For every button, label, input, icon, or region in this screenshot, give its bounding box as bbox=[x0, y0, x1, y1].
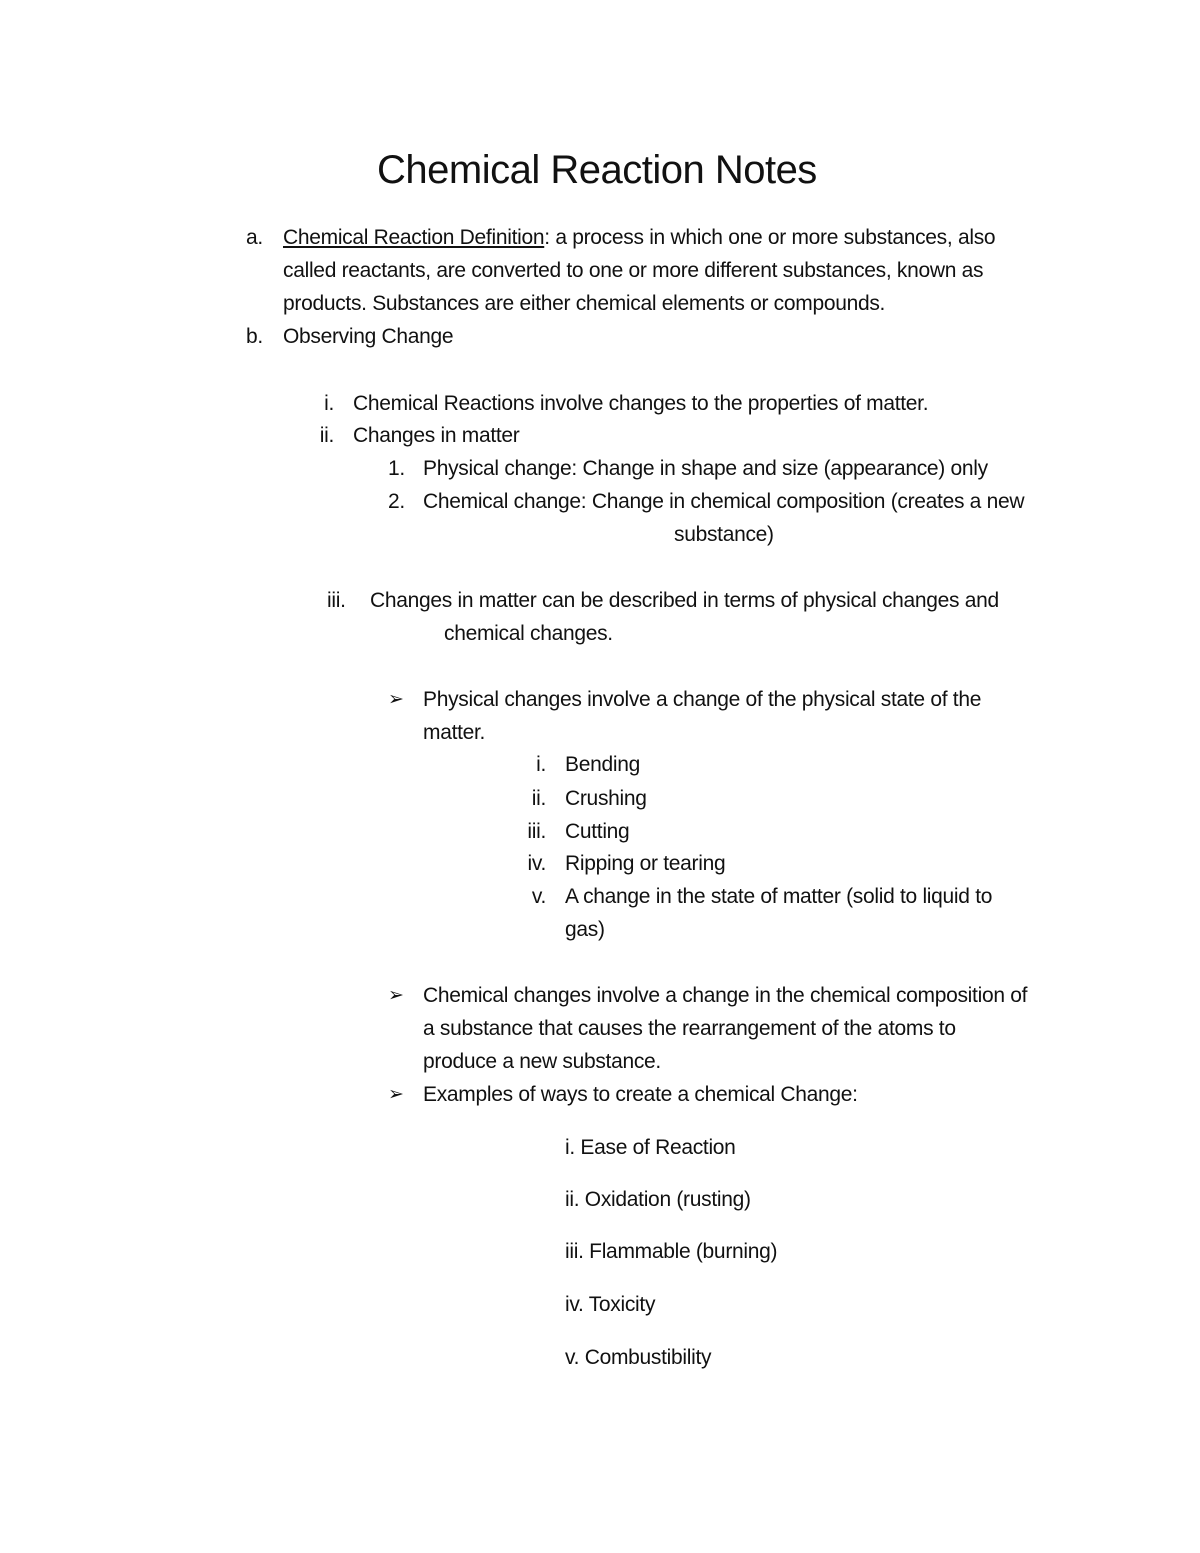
physical-example-state-change-cont: gas) bbox=[565, 918, 605, 941]
page-title: Chemical Reaction Notes bbox=[377, 148, 817, 192]
definition-colon: : bbox=[544, 226, 550, 249]
arrow-bullet-icon: ➢ bbox=[388, 1084, 404, 1105]
physical-example-cutting: Cutting bbox=[565, 820, 630, 843]
physical-example-bending: Bending bbox=[565, 753, 640, 776]
physical-change-definition: Physical change: Change in shape and size (appearance) only bbox=[423, 457, 988, 480]
list-marker-roman-3: iii. bbox=[527, 820, 546, 843]
list-marker-2: 2. bbox=[388, 490, 405, 513]
chemical-changes-line-1: Chemical changes involve a change in the chemical composition of bbox=[423, 984, 1028, 1007]
properties-statement: Chemical Reactions involve changes to the properties of matter. bbox=[353, 392, 929, 415]
physical-changes-line-2: matter. bbox=[423, 721, 486, 744]
chemical-change-definition-cont: substance) bbox=[674, 523, 774, 546]
list-marker-b: b. bbox=[246, 325, 263, 348]
arrow-bullet-icon: ➢ bbox=[388, 985, 404, 1006]
list-marker-roman-4: iv. bbox=[527, 852, 546, 875]
physical-example-crushing: Crushing bbox=[565, 787, 647, 810]
definition-line-1 bbox=[283, 221, 995, 254]
definition-term: Chemical Reaction Definition bbox=[283, 226, 545, 249]
chemical-changes-line-3: produce a new substance. bbox=[423, 1050, 661, 1073]
list-marker-iii: iii. bbox=[327, 589, 346, 612]
list-marker-roman-2: ii. bbox=[531, 787, 546, 810]
list-marker-ii: ii. bbox=[319, 424, 334, 447]
physical-example-ripping: Ripping or tearing bbox=[565, 852, 726, 875]
physical-example-state-change: A change in the state of matter (solid to liquid to bbox=[565, 885, 993, 908]
list-marker-a: a. bbox=[246, 226, 263, 249]
physical-changes-line-1: Physical changes involve a change of the physical state of the bbox=[423, 688, 982, 711]
example-flammable: iii. Flammable (burning) bbox=[565, 1240, 778, 1263]
arrow-bullet-icon: ➢ bbox=[388, 689, 404, 710]
definition-line-2: called reactants, are converted to one or more different substances, known as bbox=[283, 259, 984, 282]
definition-line-3: products. Substances are either chemical elements or compounds. bbox=[283, 292, 886, 315]
changes-described-line-2: chemical changes. bbox=[444, 622, 613, 645]
list-marker-1: 1. bbox=[388, 457, 405, 480]
list-marker-roman-1: i. bbox=[536, 753, 546, 776]
changes-in-matter-heading: Changes in matter bbox=[353, 424, 520, 447]
section-heading-observing-change: Observing Change bbox=[283, 325, 454, 348]
list-marker-roman-5: v. bbox=[531, 885, 546, 908]
definition-text: a process in which one or more substances, also bbox=[549, 226, 996, 249]
example-oxidation: ii. Oxidation (rusting) bbox=[565, 1188, 751, 1211]
examples-heading: Examples of ways to create a chemical Change: bbox=[423, 1083, 858, 1106]
example-toxicity: iv. Toxicity bbox=[565, 1293, 656, 1316]
chemical-changes-line-2: a substance that causes the rearrangement of the atoms to bbox=[423, 1017, 956, 1040]
changes-described-line-1: Changes in matter can be described in terms of physical changes and bbox=[370, 589, 999, 612]
example-ease-of-reaction: i. Ease of Reaction bbox=[565, 1136, 736, 1159]
chemical-change-definition: Chemical change: Change in chemical composition (creates a new bbox=[423, 490, 1025, 513]
list-marker-i: i. bbox=[324, 392, 334, 415]
example-combustibility: v. Combustibility bbox=[565, 1346, 712, 1369]
